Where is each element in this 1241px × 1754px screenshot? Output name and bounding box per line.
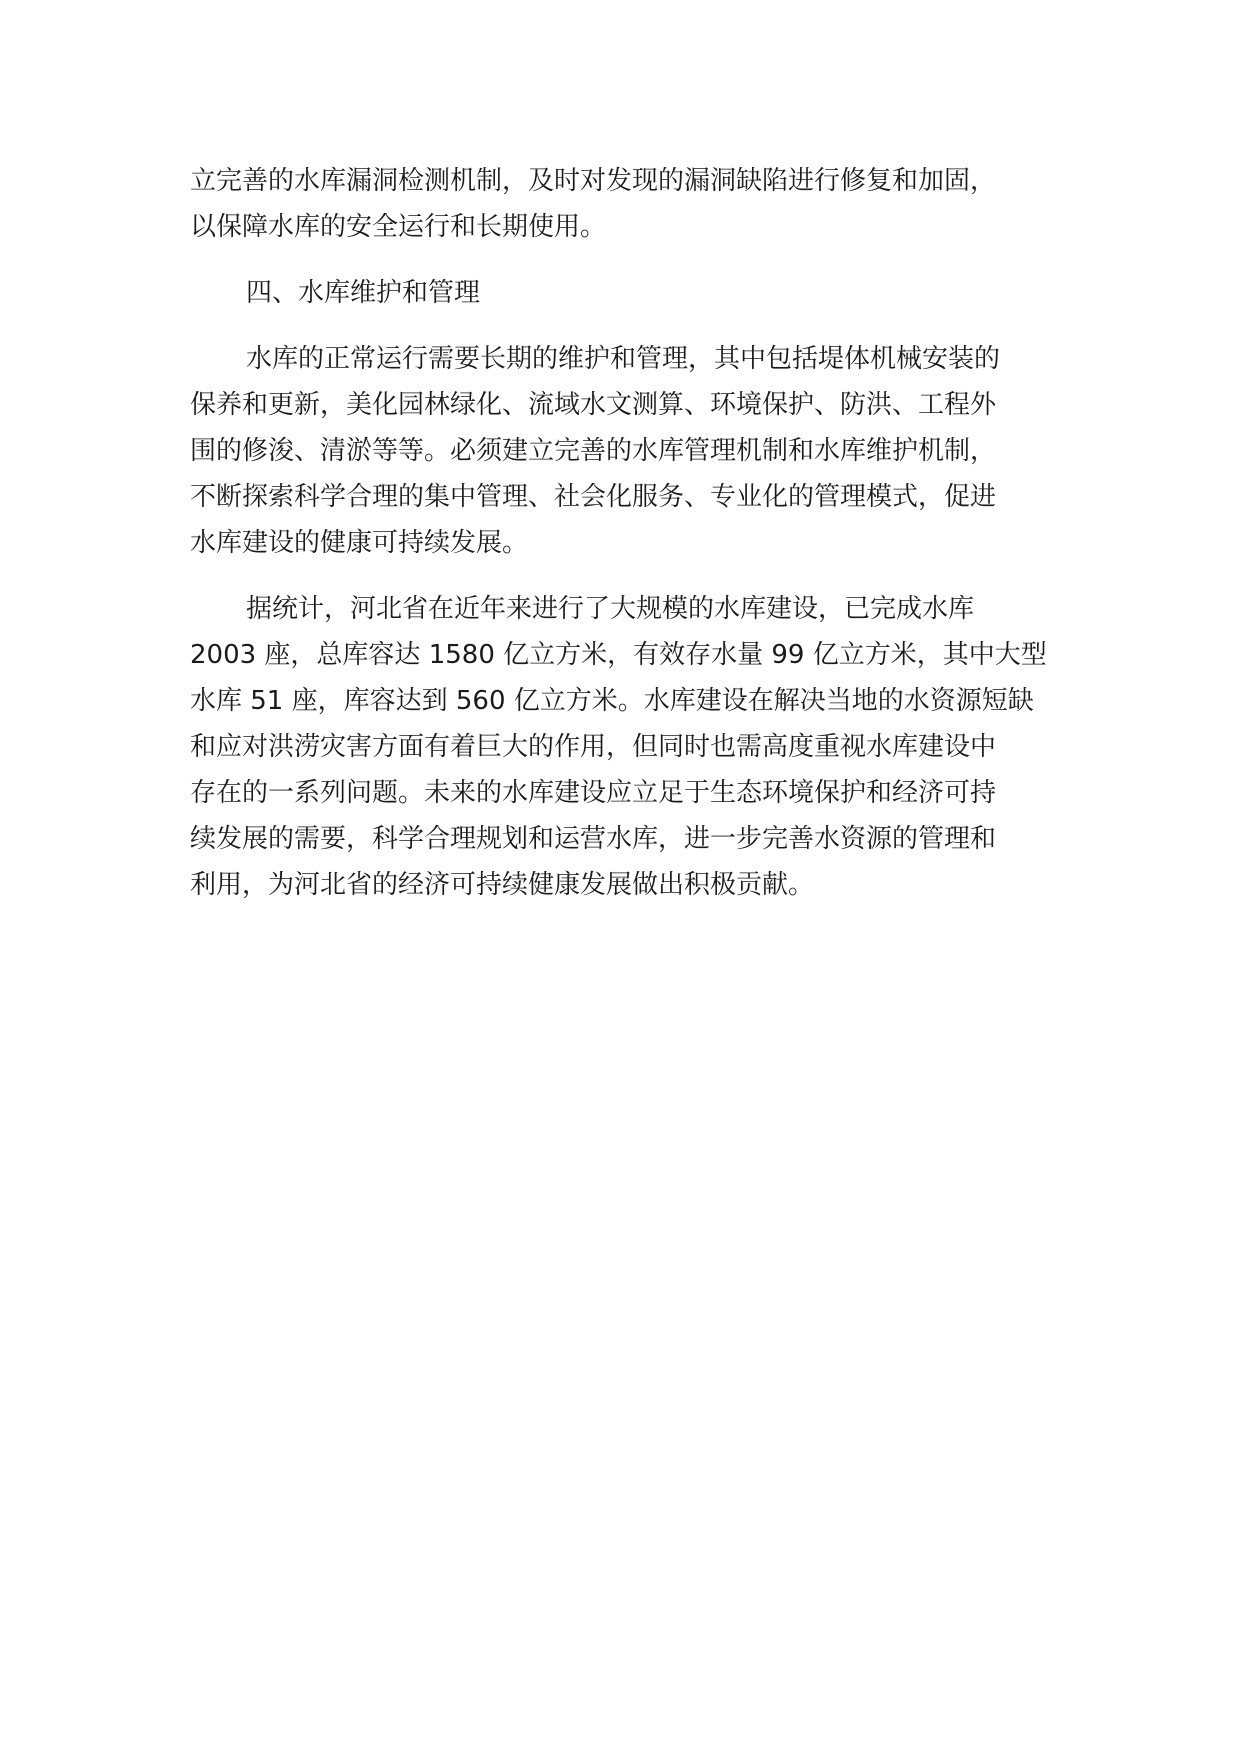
text-line: 围的修浚、清淤等等。必须建立完善的水库管理机制和水库维护机制， [190,436,997,466]
text-line: 立完善的水库漏洞检测机制，及时对发现的漏洞缺陷进行修复和加固， [190,166,997,196]
paragraph-continuation [190,158,1050,250]
section-heading [190,270,1050,316]
text-line: 利用，为河北省的经济可持续健康发展做出积极贡献。 [190,870,815,900]
paragraph-maintenance [190,336,1050,566]
text-line: 存在的一系列问题。未来的水库建设应立足于生态环境保护和经济可持 [190,778,997,808]
paragraph-gap [190,250,1050,270]
text-line: 续发展的需要，科学合理规划和运营水库，进一步完善水资源的管理和 [190,824,997,854]
text-line: 水库建设的健康可持续发展。 [190,528,529,558]
paragraph-gap [190,566,1050,586]
text-line: 不断探索科学合理的集中管理、社会化服务、专业化的管理模式，促进 [190,482,997,512]
text-line: 保养和更新，美化园林绿化、流域水文测算、环境保护、防洪、工程外 [190,390,997,420]
text-line: 据统计，河北省在近年来进行了大规模的水库建设，已完成水库 [246,594,975,624]
text-line: 和应对洪涝灾害方面有着巨大的作用，但同时也需高度重视水库建设中 [190,732,997,762]
text-line: 2003 座，总库容达 1580 亿立方米，有效存水量 99 亿立方米，其中大型 [190,640,1047,670]
document-body [190,158,1050,908]
text-line: 水库的正常运行需要长期的维护和管理，其中包括堤体机械安装的 [246,344,1001,374]
paragraph-gap [190,316,1050,336]
text-line: 以保障水库的安全运行和长期使用。 [190,212,607,242]
section-heading-text: 四、水库维护和管理 [246,278,481,308]
text-line: 水库 51 座，库容达到 560 亿立方米。水库建设在解决当地的水资源短缺 [190,686,1034,716]
paragraph-statistics [190,586,1050,908]
